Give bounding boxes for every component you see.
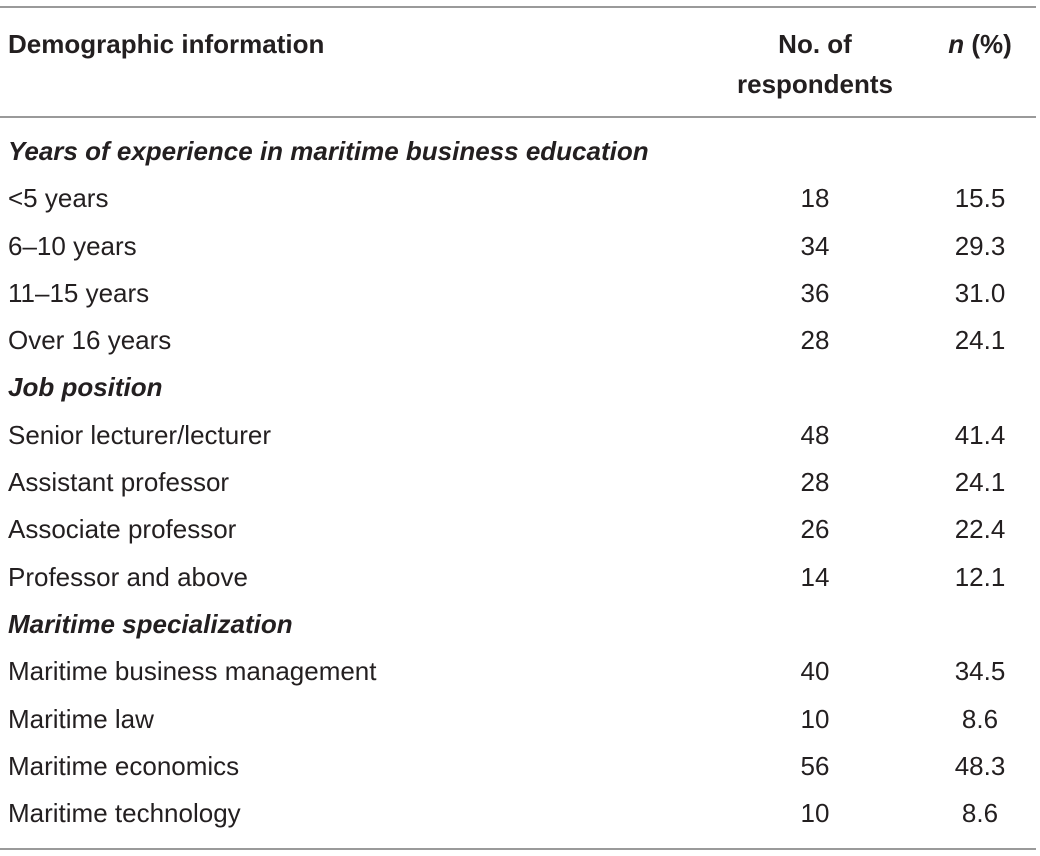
row-label: 11–15 years: [8, 277, 150, 308]
respondent-percent: 24.1: [954, 467, 1006, 498]
section-heading: Job position: [8, 372, 163, 403]
respondent-count: 26: [800, 514, 830, 545]
respondent-percent: 22.4: [954, 514, 1006, 545]
header-respondents-line1: No. of: [778, 29, 852, 59]
table-top-rule: [0, 6, 1036, 8]
row-label: Maritime economics: [8, 750, 240, 781]
row-label: Maritime business management: [8, 656, 377, 687]
header-percent-n: n: [948, 29, 965, 59]
table-row: [0, 412, 1040, 459]
table-header-rule: [0, 116, 1036, 118]
table-row: [0, 743, 1040, 790]
respondent-percent: 31.0: [954, 277, 1006, 308]
respondent-count: 28: [800, 467, 830, 498]
respondent-percent: 34.5: [954, 656, 1006, 687]
row-label: 6–10 years: [8, 230, 137, 261]
header-demographic-information: Demographic information: [8, 29, 325, 59]
section-heading: Years of experience in maritime business education: [8, 136, 649, 166]
table-row: [0, 696, 1040, 743]
row-label: Maritime law: [8, 703, 154, 734]
respondent-percent: 15.5: [954, 183, 1006, 214]
respondent-count: 34: [800, 230, 830, 261]
header-number-of-respondents: [720, 24, 910, 104]
respondent-percent: 8.6: [961, 703, 999, 734]
respondent-count: 14: [800, 561, 830, 592]
row-label: Senior lecturer/lecturer: [8, 419, 271, 450]
table-section-row: [0, 364, 1040, 411]
respondent-count: 28: [800, 325, 830, 356]
row-label: Associate professor: [8, 514, 237, 545]
header-percent-label: (%): [964, 29, 1012, 59]
respondent-percent: 12.1: [954, 561, 1006, 592]
table-row: [0, 270, 1040, 317]
table-section-row: [0, 128, 1040, 175]
row-label: <5 years: [8, 183, 109, 214]
respondent-count: 10: [800, 703, 830, 734]
row-label: Maritime technology: [8, 798, 241, 829]
table-bottom-rule: [0, 848, 1036, 850]
table-row: [0, 459, 1040, 506]
row-label: Over 16 years: [8, 325, 172, 356]
table-header-row: [0, 24, 1040, 104]
respondent-count: 18: [800, 183, 830, 214]
table-row: [0, 554, 1040, 601]
respondent-count: 40: [800, 656, 830, 687]
respondent-count: 48: [800, 419, 830, 450]
table-row: [0, 648, 1040, 695]
respondent-percent: 29.3: [954, 230, 1006, 261]
table-section-row: [0, 601, 1040, 648]
header-respondents-line2: respondents: [736, 69, 894, 99]
respondent-percent: 24.1: [954, 325, 1006, 356]
table-row: [0, 223, 1040, 270]
respondent-percent: 8.6: [961, 798, 999, 829]
section-heading: Maritime specialization: [8, 608, 293, 639]
row-label: Professor and above: [8, 561, 248, 592]
respondent-count: 10: [800, 798, 830, 829]
table-row: [0, 317, 1040, 364]
respondent-percent: 48.3: [954, 750, 1006, 781]
table-row: [0, 175, 1040, 222]
respondent-count: 36: [800, 277, 830, 308]
table-row: [0, 790, 1040, 837]
header-percent: [930, 24, 1030, 64]
table-row: [0, 506, 1040, 553]
respondent-count: 56: [800, 750, 830, 781]
table-body: [0, 128, 1040, 837]
respondent-percent: 41.4: [954, 419, 1006, 450]
row-label: Assistant professor: [8, 467, 230, 498]
